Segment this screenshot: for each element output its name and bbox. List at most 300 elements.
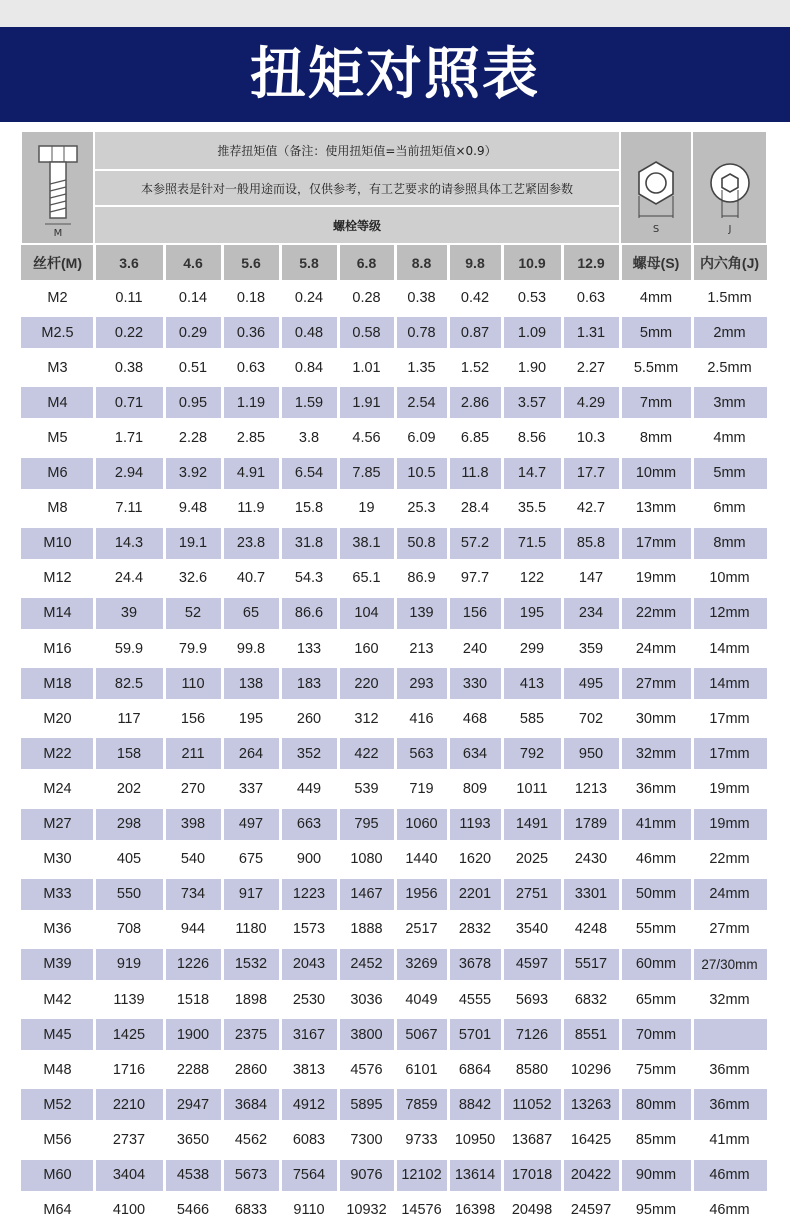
bolt-size-cell: M45 [43, 1026, 72, 1043]
table-cell: 3.8 [298, 429, 320, 446]
table-cell: 2517 [405, 921, 438, 938]
top-strip [0, 0, 790, 27]
table-cell: 809 [462, 780, 488, 797]
table-cell: 17018 [511, 1167, 553, 1184]
table-cell: 675 [238, 851, 264, 868]
table-cell: 46mm [709, 1167, 750, 1184]
table-cell: 4.29 [576, 394, 606, 411]
table-cell: 80mm [635, 1096, 677, 1113]
table-cell: 50mm [635, 886, 677, 903]
table-cell: 1900 [176, 1026, 210, 1043]
table-cell: 2947 [176, 1096, 210, 1113]
table-cell: 5895 [350, 1096, 383, 1113]
table-cell: 5693 [515, 991, 549, 1008]
bolt-icon-label: M [53, 227, 62, 238]
table-cell: 213 [409, 640, 434, 657]
table-cell: 10932 [346, 1202, 387, 1219]
bolt-icon [33, 138, 83, 238]
table-cell: 1.01 [352, 359, 381, 376]
table-cell: 1.90 [517, 359, 547, 376]
table-cell: 8.56 [517, 429, 547, 446]
table-cell: 183 [296, 675, 322, 692]
table-cell: 6083 [292, 1131, 326, 1148]
table-cell: 719 [409, 780, 434, 797]
table-cell: 46mm [709, 1202, 750, 1219]
table-cell: 734 [180, 886, 206, 903]
table-cell: 1.09 [517, 324, 547, 341]
table-cell: 1.5mm [707, 289, 752, 306]
table-cell: 24mm [635, 640, 677, 657]
header-disclaimer-text: 本参照表是针对一般用途而设，仅供参考，有工艺要求的请参照具体工艺紧固参数 [140, 181, 573, 196]
table-cell: 0.84 [294, 359, 324, 376]
table-cell: 4.91 [236, 465, 266, 482]
table-cell: 4576 [350, 1061, 383, 1078]
table-cell: 3.57 [517, 394, 547, 411]
table-cell: 1.52 [460, 359, 490, 376]
table-cell: 1223 [292, 886, 326, 903]
table-cell: 2832 [458, 921, 492, 938]
table-cell: 14.7 [517, 465, 547, 482]
column-divider [619, 245, 622, 1228]
table-cell: 6.54 [294, 465, 324, 482]
table-cell: 1.31 [576, 324, 606, 341]
bolt-size-cell: M30 [43, 851, 72, 868]
table-cell: 0.18 [236, 289, 266, 306]
table-cell: 35.5 [517, 500, 547, 517]
table-cell: 147 [578, 570, 604, 587]
table-cell: 4597 [515, 956, 549, 973]
table-cell: 6.85 [460, 429, 490, 446]
table-cell: 0.95 [178, 394, 208, 411]
table-cell: 4.56 [352, 429, 381, 446]
table-cell: 20422 [570, 1167, 612, 1184]
table-cell: 25.3 [407, 500, 436, 517]
column-header: 10.9 [518, 254, 546, 271]
table-cell: 70mm [635, 1026, 677, 1043]
table-cell: 2288 [176, 1061, 210, 1078]
table-cell: 468 [462, 710, 488, 727]
table-cell: 2860 [234, 1061, 268, 1078]
table-cell: 1060 [405, 816, 438, 833]
table-cell: 10.5 [407, 465, 436, 482]
table-cell: 19mm [709, 816, 750, 833]
table-cell: 3301 [574, 886, 608, 903]
table-cell: 950 [578, 745, 604, 762]
table-cell: 9076 [350, 1167, 383, 1184]
table-cell: 2.86 [460, 394, 490, 411]
table-cell: 234 [578, 605, 604, 622]
table-cell: 1193 [459, 816, 491, 833]
column-header: 螺母(S) [632, 254, 680, 271]
table-cell: 449 [296, 780, 322, 797]
table-cell: 6101 [405, 1061, 438, 1078]
table-cell: 104 [354, 605, 379, 622]
table-cell: 97.7 [460, 570, 490, 587]
table-cell: 65.1 [352, 570, 381, 587]
table-cell: 32.6 [178, 570, 208, 587]
column-divider [163, 245, 166, 1228]
table-cell: 0.42 [460, 289, 490, 306]
table-cell: 1226 [176, 956, 210, 973]
table-cell: 0.11 [115, 289, 143, 306]
table-cell: 32mm [635, 745, 677, 762]
table-cell: 86.6 [294, 605, 324, 622]
bolt-size-cell: M5 [47, 429, 68, 446]
table-cell: 41mm [635, 816, 677, 833]
table-cell: 85.8 [576, 535, 606, 552]
table-cell: 7mm [639, 394, 673, 411]
column-divider [279, 245, 282, 1228]
table-cell: 0.24 [294, 289, 324, 306]
table-cell: 71.5 [517, 535, 547, 552]
table-cell: 1080 [350, 851, 383, 868]
table-cell: 42.7 [576, 500, 606, 517]
table-cell: 6832 [574, 991, 608, 1008]
table-cell: 139 [409, 605, 434, 622]
table-cell: 0.63 [576, 289, 606, 306]
table-cell: 1139 [113, 991, 145, 1008]
hex-socket-icon [702, 138, 758, 238]
table-cell: 17mm [709, 745, 750, 762]
table-cell: 5mm [639, 324, 673, 341]
column-header: 9.8 [465, 254, 485, 271]
table-cell: 20498 [511, 1202, 553, 1219]
column-header: 12.9 [577, 254, 605, 271]
bolt-size-cell: M33 [43, 886, 72, 903]
table-cell: 9733 [405, 1131, 438, 1148]
table-cell: 3684 [234, 1096, 268, 1113]
table-cell: 3650 [176, 1131, 210, 1148]
table-cell: 202 [116, 780, 142, 797]
table-cell: 82.5 [114, 675, 144, 692]
page-title: 扭矩对照表 [250, 42, 540, 107]
table-cell: 2530 [292, 991, 326, 1008]
table-cell: 312 [354, 710, 379, 727]
hex-socket-icon-cell [692, 131, 767, 244]
table-cell: 1.35 [407, 359, 436, 376]
header-grade [94, 206, 620, 244]
table-cell: 16425 [570, 1131, 612, 1148]
table-cell: 7.11 [115, 500, 143, 517]
column-header: 内六角(J) [699, 254, 760, 271]
table-cell: 0.51 [178, 359, 208, 376]
table-cell: 1491 [515, 816, 549, 833]
table-cell: 0.29 [178, 324, 208, 341]
bolt-size-cell: M24 [43, 780, 72, 797]
table-cell: 3036 [350, 991, 383, 1008]
table-cell: 4912 [292, 1096, 326, 1113]
table-cell: 9110 [293, 1202, 325, 1219]
table-cell: 2.28 [178, 429, 208, 446]
bolt-size-cell: M20 [43, 710, 72, 727]
table-cell: 1.71 [114, 429, 144, 446]
table-cell: 3813 [292, 1061, 326, 1078]
table-cell: 17.7 [576, 465, 606, 482]
table-cell: 36mm [709, 1096, 750, 1113]
table-cell: 14mm [709, 640, 750, 657]
table-cell: 8mm [713, 535, 746, 552]
table-cell: 293 [409, 675, 434, 692]
header-note-text: 推荐扭矩值（备注：使用扭矩值=当前扭矩值×0.9） [217, 144, 497, 158]
table-cell: 8mm [639, 429, 673, 446]
column-header: 8.8 [411, 254, 432, 271]
column-divider [501, 245, 504, 1228]
table-cell: 7859 [405, 1096, 438, 1113]
table-cell: 55mm [635, 921, 677, 938]
table-cell: 133 [296, 640, 322, 657]
table-cell: 1180 [235, 921, 267, 938]
table-cell: 2.5mm [707, 359, 752, 376]
table-cell: 792 [519, 745, 545, 762]
table-cell: 75mm [635, 1061, 677, 1078]
table-cell: 1573 [292, 921, 326, 938]
table-cell: 30mm [635, 710, 677, 727]
table-cell: 158 [116, 745, 142, 762]
column-divider [447, 245, 450, 1228]
table-cell: 117 [117, 710, 141, 727]
column-divider [93, 245, 96, 1228]
table-cell: 634 [462, 745, 488, 762]
bolt-size-cell: M36 [43, 921, 72, 938]
table-cell: 1.19 [236, 394, 266, 411]
table-cell: 4538 [176, 1167, 210, 1184]
table-cell: 540 [180, 851, 206, 868]
table-cell: 39 [120, 605, 138, 622]
table-cell: 2210 [112, 1096, 146, 1113]
table-cell: 3167 [292, 1026, 326, 1043]
table-cell: 4mm [713, 429, 746, 446]
table-cell: 3.92 [178, 465, 208, 482]
table-cell: 702 [578, 710, 604, 727]
table-cell: 27mm [709, 921, 750, 938]
table-cell: 40.7 [236, 570, 266, 587]
table-cell: 0.78 [407, 324, 436, 341]
bolt-size-cell: M18 [43, 675, 72, 692]
table-cell [692, 1017, 767, 1052]
table-cell: 27/30mm [701, 956, 758, 972]
bolt-size-cell: M39 [43, 956, 72, 973]
table-cell: 0.28 [352, 289, 381, 306]
table-cell: 11.8 [461, 465, 489, 482]
table-cell: 0.38 [114, 359, 144, 376]
table-cell: 0.48 [294, 324, 324, 341]
table-cell: 6864 [458, 1061, 492, 1078]
table-cell: 3800 [350, 1026, 383, 1043]
table-cell: 398 [180, 816, 206, 833]
table-cell: 0.63 [236, 359, 266, 376]
bolt-size-cell: M2 [47, 289, 68, 306]
table-cell: 260 [296, 710, 322, 727]
bolt-size-cell: M14 [43, 605, 72, 622]
table-cell: 160 [354, 640, 379, 657]
table-cell: 7564 [292, 1167, 326, 1184]
bolt-size-cell: M27 [43, 816, 72, 833]
table-cell: 422 [354, 745, 379, 762]
table-cell: 24597 [570, 1202, 612, 1219]
table-cell: 95mm [635, 1202, 677, 1219]
table-cell: 4mm [639, 289, 673, 306]
table-cell: 6mm [713, 500, 746, 517]
column-header: 丝杆(M) [33, 254, 82, 271]
table-cell: 19.1 [178, 535, 208, 552]
table-cell: 17mm [635, 535, 677, 552]
table-cell: 14mm [709, 675, 750, 692]
table-cell: 13614 [454, 1167, 496, 1184]
nut-icon-label: S [652, 223, 660, 235]
table-cell: 5466 [176, 1202, 210, 1219]
table-cell: 59.9 [114, 640, 144, 657]
table-cell: 85mm [635, 1131, 677, 1148]
table-cell: 138 [238, 675, 264, 692]
table-cell: 917 [238, 886, 264, 903]
table-cell: 14576 [401, 1202, 442, 1219]
table-cell: 4555 [458, 991, 492, 1008]
table-cell: 12mm [709, 605, 750, 622]
table-cell: 60mm [635, 956, 677, 973]
table-cell: 38.1 [352, 535, 381, 552]
table-cell: 1011 [516, 780, 548, 797]
table-cell: 10mm [709, 570, 750, 587]
bolt-size-cell: M22 [43, 745, 72, 762]
column-divider [337, 245, 340, 1228]
title-banner [0, 27, 790, 122]
column-header: 6.8 [356, 254, 377, 271]
table-cell: 1888 [350, 921, 383, 938]
table-cell: 944 [180, 921, 206, 938]
bolt-size-cell: M48 [43, 1061, 72, 1078]
bolt-size-cell: M3 [47, 359, 68, 376]
table-cell: 270 [180, 780, 206, 797]
bolt-size-cell: M4 [47, 394, 68, 411]
table-cell: 23.8 [236, 535, 266, 552]
nut-icon [628, 138, 684, 238]
table-cell: 0.36 [236, 324, 266, 341]
table-cell: 2025 [515, 851, 549, 868]
table-cell: 10mm [635, 465, 677, 482]
table-cell: 795 [354, 816, 379, 833]
table-cell: 11.9 [237, 500, 265, 517]
table-cell: 19mm [635, 570, 677, 587]
table-cell: 3678 [458, 956, 492, 973]
table-cell: 46mm [635, 851, 677, 868]
table-cell: 156 [462, 605, 488, 622]
table-cell: 585 [519, 710, 545, 727]
table-cell: 0.22 [114, 324, 144, 341]
table-cell: 2.94 [114, 465, 144, 482]
table-cell: 1716 [112, 1061, 146, 1078]
table-cell: 8551 [574, 1026, 608, 1043]
table-cell: 6.09 [407, 429, 436, 446]
table-cell: 0.58 [352, 324, 381, 341]
table-cell: 7.85 [352, 465, 381, 482]
table-cell: 12102 [401, 1167, 442, 1184]
table-cell: 495 [578, 675, 604, 692]
table-cell: 1425 [112, 1026, 146, 1043]
table-cell: 7300 [350, 1131, 383, 1148]
column-divider [561, 245, 564, 1228]
table-cell: 0.87 [460, 324, 490, 341]
table-cell: 5.5mm [633, 359, 679, 376]
column-divider [221, 245, 224, 1228]
table-cell: 13687 [511, 1131, 553, 1148]
column-header: 3.6 [119, 254, 139, 271]
table-cell: 122 [519, 570, 545, 587]
bolt-size-cell: M12 [43, 570, 72, 587]
bolt-size-cell: M52 [43, 1096, 72, 1113]
table-cell: 1213 [574, 780, 608, 797]
table-cell: 0.71 [114, 394, 144, 411]
table-cell: 1620 [458, 851, 492, 868]
table-cell: 9.48 [178, 500, 208, 517]
table-cell: 24mm [709, 886, 750, 903]
table-cell: 1.91 [352, 394, 381, 411]
table-cell: 22mm [709, 851, 750, 868]
table-cell: 240 [462, 640, 488, 657]
table-cell: 10950 [454, 1131, 496, 1148]
table-cell: 2043 [292, 956, 326, 973]
table-cell: 4562 [234, 1131, 268, 1148]
table-cell: 2737 [112, 1131, 146, 1148]
table-cell: 22mm [635, 605, 677, 622]
table-cell: 1956 [405, 886, 438, 903]
table-cell: 5517 [574, 956, 608, 973]
table-cell: 497 [238, 816, 264, 833]
table-cell: 2.85 [236, 429, 266, 446]
table-cell: 195 [519, 605, 545, 622]
nut-icon-cell [620, 131, 692, 244]
table-cell: 31.8 [294, 535, 324, 552]
header-note [94, 131, 620, 170]
table-cell: 13263 [570, 1096, 612, 1113]
table-cell: 19 [358, 500, 375, 517]
table-cell: 19mm [709, 780, 750, 797]
table-cell: 416 [409, 710, 434, 727]
table-cell: 2751 [515, 886, 549, 903]
table-cell: 4248 [574, 921, 608, 938]
table-cell: 0.53 [517, 289, 547, 306]
bolt-icon-cell [21, 131, 94, 244]
bolt-size-cell: M60 [43, 1167, 72, 1184]
table-cell: 8842 [458, 1096, 492, 1113]
table-cell: 7126 [515, 1026, 549, 1043]
table-cell: 10.3 [576, 429, 606, 446]
table-cell: 1518 [176, 991, 210, 1008]
table-cell: 79.9 [178, 640, 208, 657]
table-cell: 5mm [713, 465, 746, 482]
table-cell: 330 [462, 675, 488, 692]
table-cell: 65mm [635, 991, 677, 1008]
table-cell: 2.54 [407, 394, 436, 411]
table-cell: 264 [238, 745, 264, 762]
table-cell: 1440 [405, 851, 438, 868]
table-cell: 1.59 [294, 394, 324, 411]
table-cell: 36mm [709, 1061, 750, 1078]
table-cell: 4100 [112, 1202, 146, 1219]
table-cell: 2375 [234, 1026, 268, 1043]
table-cell: 41mm [709, 1131, 750, 1148]
table-cell: 195 [238, 710, 264, 727]
table-cell: 220 [354, 675, 379, 692]
table-cell: 211 [181, 745, 205, 762]
table-cell: 1898 [234, 991, 268, 1008]
bolt-size-cell: M6 [47, 465, 68, 482]
table-cell: 3269 [405, 956, 438, 973]
table-cell: 1789 [574, 816, 608, 833]
column-divider [394, 245, 397, 1228]
column-header: 5.8 [299, 254, 319, 271]
table-cell: 405 [116, 851, 142, 868]
table-cell: 5067 [405, 1026, 438, 1043]
